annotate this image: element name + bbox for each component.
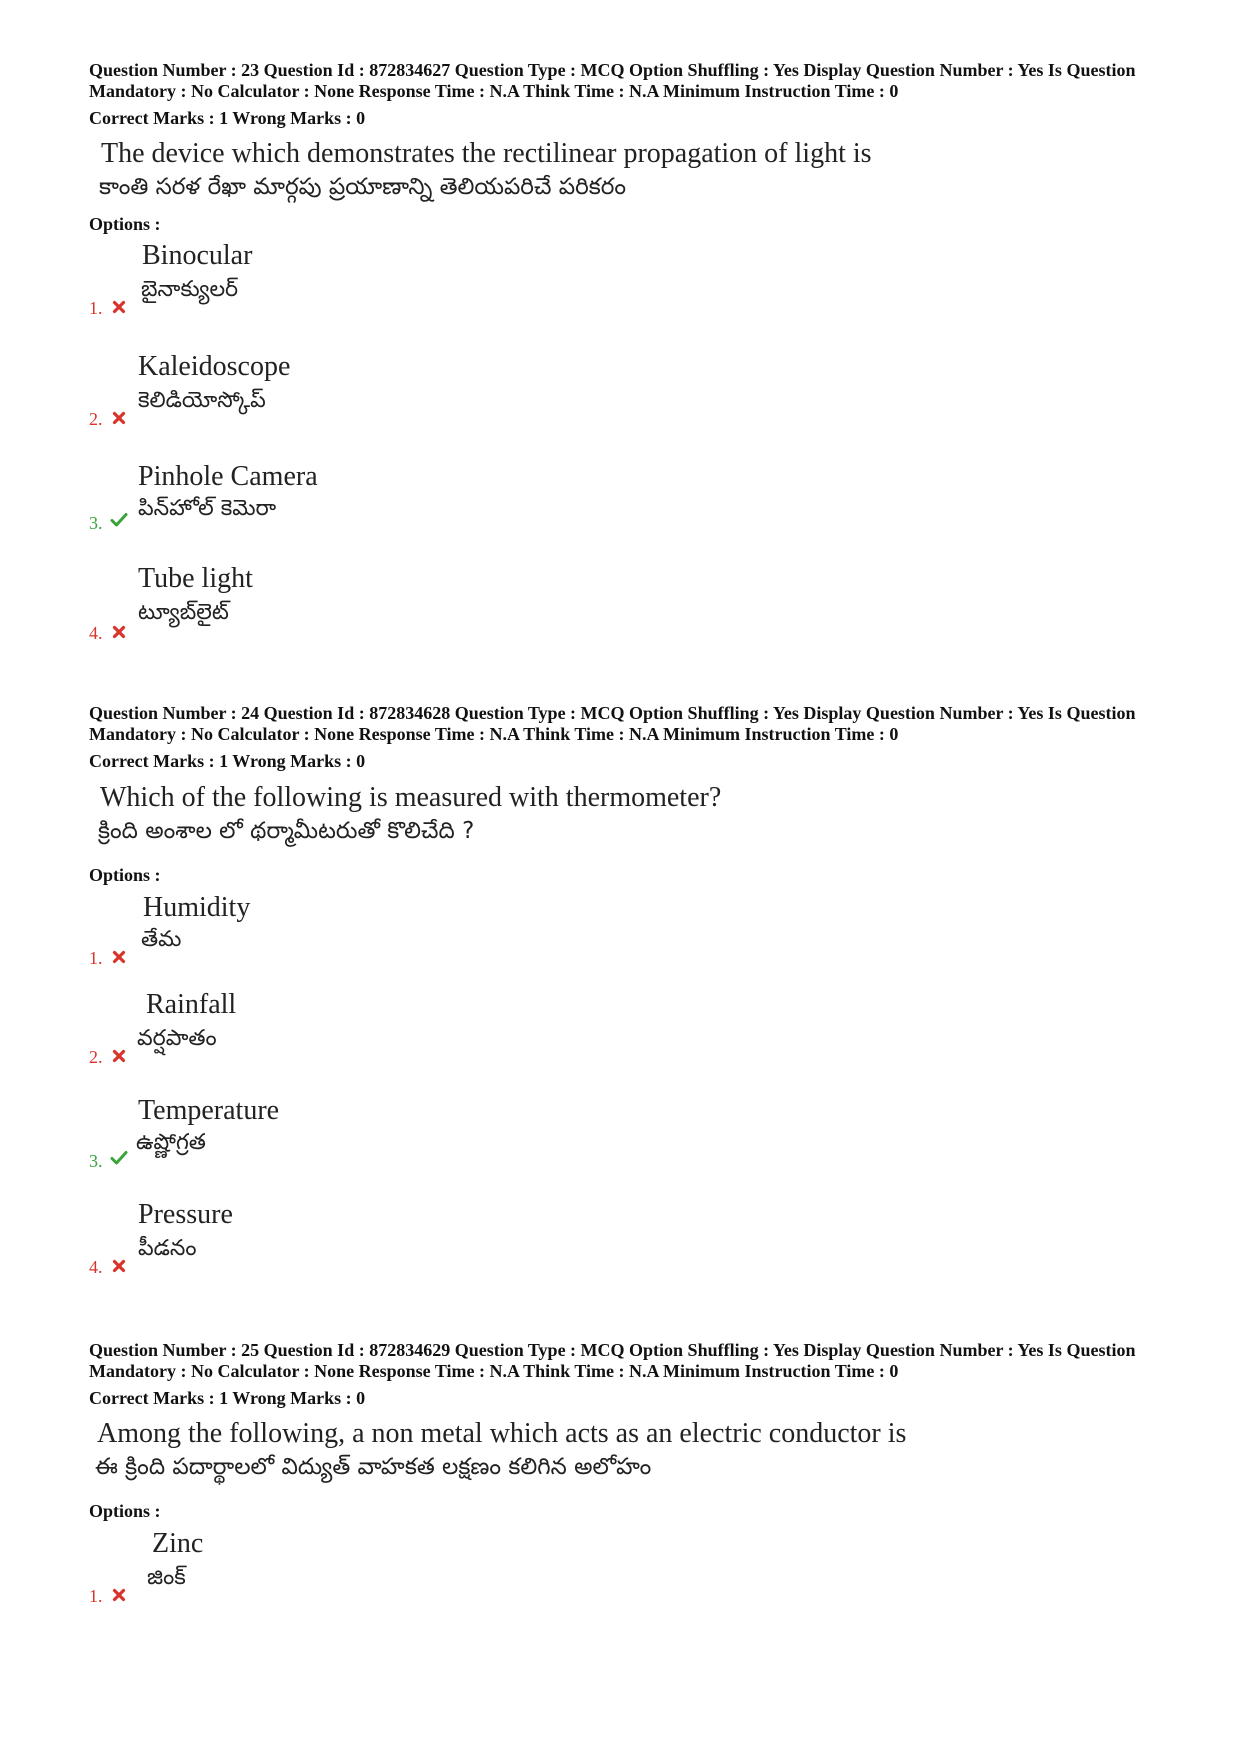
question-text-english: Among the following, a non metal which acts as an electric conductor is <box>97 1418 907 1449</box>
option-number: 1. <box>89 948 103 968</box>
question-text-telugu: కాంతి సరళ రేఖా మార్గపు ప్రయాణాన్ని తెలియపరిచే పరికరం <box>99 174 627 200</box>
options-label: Options : <box>89 214 161 234</box>
option-2[interactable] <box>0 351 700 441</box>
option-number: 4. <box>89 623 103 643</box>
option-text-telugu: పీడనం <box>138 1236 197 1261</box>
check-icon <box>110 511 128 529</box>
question-meta: Question Number : 23 Question Id : 872834627 Question Type : MCQ Option Shuffling : Yes Display Question Number : Yes Is Question Mandatory : No Calculator : None Response Time : N.A Think Time : N.A Minimum Instruction Time : 0 <box>89 60 1136 101</box>
option-number: 1. <box>89 298 103 318</box>
cross-icon <box>110 298 128 316</box>
question-text-english: Which of the following is measured with thermometer? <box>100 782 722 813</box>
option-text-english: Humidity <box>143 892 251 923</box>
option-1[interactable] <box>0 1528 700 1618</box>
cross-icon <box>110 1257 128 1275</box>
option-text-english: Rainfall <box>146 989 237 1020</box>
option-3[interactable] <box>0 1095 700 1185</box>
option-text-telugu: పిన్‌హోల్ కెమెరా <box>138 496 277 521</box>
option-text-english: Zinc <box>152 1528 204 1559</box>
option-text-english: Temperature <box>138 1095 280 1126</box>
option-text-english: Tube light <box>138 563 253 594</box>
option-4[interactable] <box>0 563 700 653</box>
cross-icon <box>110 948 128 966</box>
option-text-english: Binocular <box>142 240 253 271</box>
option-text-telugu: ట్యూబ్‌లైట్ <box>138 600 229 625</box>
option-1[interactable] <box>0 892 700 982</box>
question-text-telugu: ఈ క్రింది పదార్థాలలో విద్యుత్ వాహకత లక్షణం కలిగిన అలోహం <box>95 1454 652 1480</box>
option-1[interactable] <box>0 240 700 330</box>
option-text-telugu: తేమ <box>141 927 182 952</box>
question-text-telugu: క్రింది అంశాల లో థర్మామీటరుతో కొలిచేది ? <box>98 818 475 844</box>
option-text-telugu: కెలిడియోస్కోప్ <box>138 388 266 413</box>
option-text-english: Pinhole Camera <box>138 461 318 492</box>
option-2[interactable] <box>0 989 700 1079</box>
option-number: 3. <box>89 1151 103 1171</box>
option-text-telugu: వర్షపాతం <box>137 1026 217 1051</box>
option-text-english: Kaleidoscope <box>138 351 291 382</box>
question-meta: Question Number : 25 Question Id : 872834629 Question Type : MCQ Option Shuffling : Yes Display Question Number : Yes Is Question Mandatory : No Calculator : None Response Time : N.A Think Time : N.A Minimum Instruction Time : 0 <box>89 1340 1136 1381</box>
option-number: 3. <box>89 513 103 533</box>
check-icon <box>110 1149 128 1167</box>
options-label: Options : <box>89 865 161 885</box>
option-number: 1. <box>89 1586 103 1606</box>
option-text-telugu: ఉష్ణోగ్రత <box>136 1130 206 1155</box>
cross-icon <box>110 623 128 641</box>
option-4[interactable] <box>0 1199 700 1289</box>
question-marks: Correct Marks : 1 Wrong Marks : 0 <box>89 108 366 128</box>
question-text-english: The device which demonstrates the rectilinear propagation of light is <box>101 138 872 169</box>
option-number: 2. <box>89 409 103 429</box>
option-text-telugu: బైనాక్యులర్ <box>141 277 239 302</box>
question-marks: Correct Marks : 1 Wrong Marks : 0 <box>89 1388 366 1408</box>
option-number: 4. <box>89 1257 103 1277</box>
option-number: 2. <box>89 1047 103 1067</box>
question-meta: Question Number : 24 Question Id : 872834628 Question Type : MCQ Option Shuffling : Yes Display Question Number : Yes Is Question Mandatory : No Calculator : None Response Time : N.A Think Time : N.A Minimum Instruction Time : 0 <box>89 703 1136 744</box>
option-text-english: Pressure <box>138 1199 233 1230</box>
question-marks: Correct Marks : 1 Wrong Marks : 0 <box>89 751 366 771</box>
cross-icon <box>110 1047 128 1065</box>
option-text-telugu: జింక్ <box>147 1565 186 1590</box>
options-label: Options : <box>89 1501 161 1521</box>
option-3[interactable] <box>0 461 700 551</box>
cross-icon <box>110 1586 128 1604</box>
cross-icon <box>110 409 128 427</box>
